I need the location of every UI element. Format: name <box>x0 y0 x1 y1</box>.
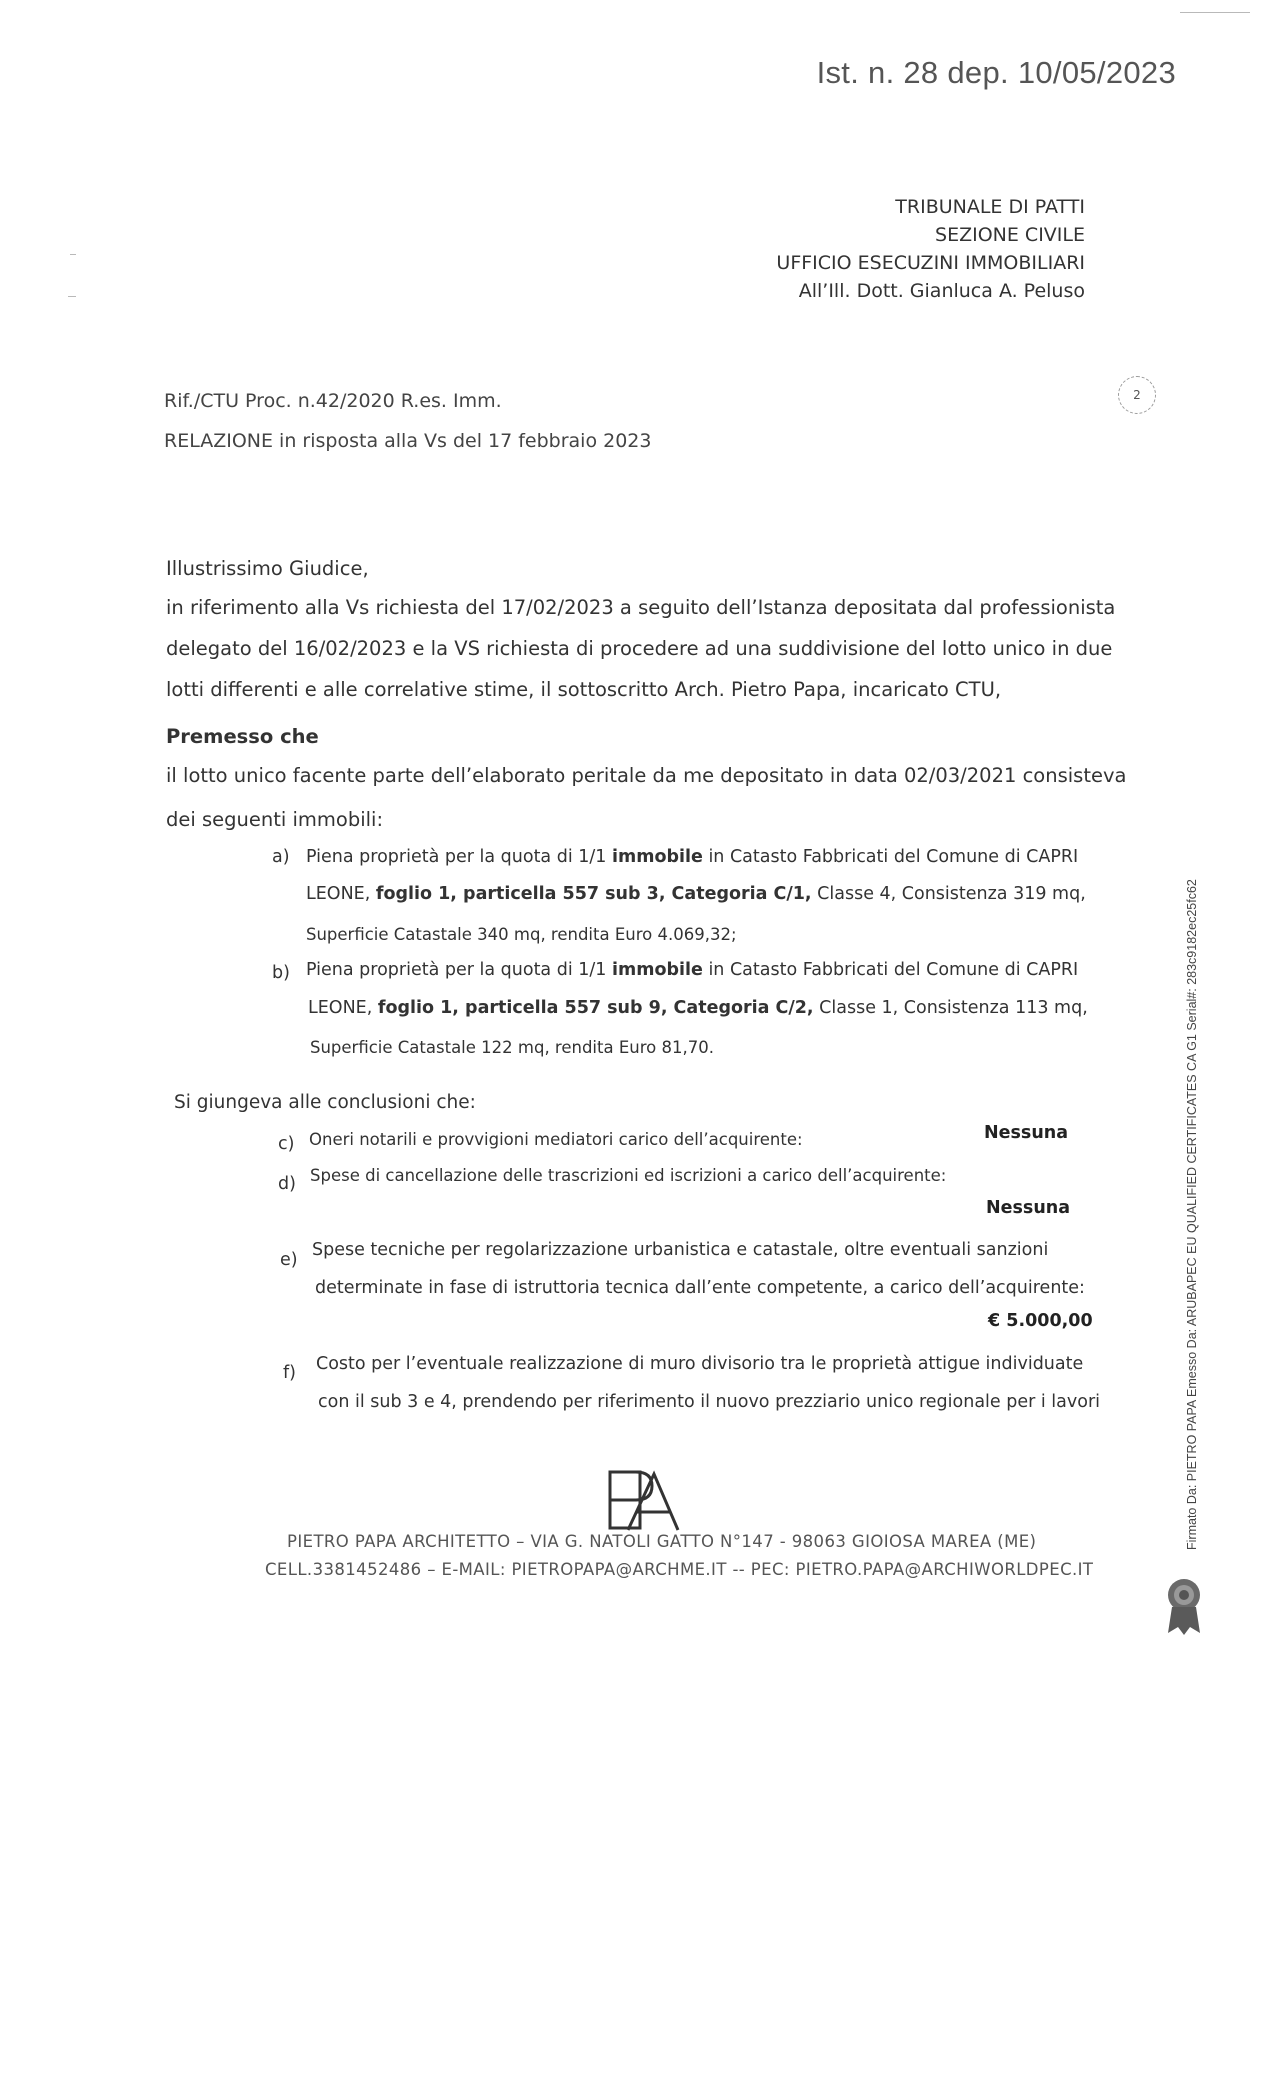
list-item-line: Costo per l’eventuale realizzazione di muro divisorio tra le proprietà attigue individuate <box>316 1354 1084 1374</box>
footer-address: PIETRO PAPA ARCHITETTO – VIA G. NATOLI GATTO N°147 - 98063 GIOIOSA MAREA (ME) <box>287 1532 1037 1551</box>
list-letter: c) <box>278 1134 295 1154</box>
list-item-line: Spese di cancellazione delle trascrizioni ed iscrizioni a carico dell’acquirente: <box>310 1166 947 1185</box>
list-item-line <box>306 960 1078 980</box>
list-item-line: con il sub 3 e 4, prendendo per riferimento il nuovo prezziario unico regionale per i lavori <box>318 1392 1100 1412</box>
list-letter: b) <box>272 963 290 983</box>
list-item-line: Superficie Catastale 122 mq, rendita Euro 81,70. <box>310 1038 714 1057</box>
text-run-bold: foglio 1, particella 557 sub 9, Categoria C/2, <box>377 998 814 1018</box>
addressee-section: SEZIONE CIVILE <box>935 224 1085 246</box>
list-item-line: determinate in fase di istruttoria tecnica dall’ente competente, a carico dell’acquirente: <box>315 1278 1085 1298</box>
paragraph-line: in riferimento alla Vs richiesta del 17/02/2023 a seguito dell’Istanza depositata dal professionista <box>166 596 1116 619</box>
text-run-bold: immobile <box>611 847 703 867</box>
list-item-line: Oneri notarili e provvigioni mediatori carico dell’acquirente: <box>309 1130 803 1149</box>
text-run: in Catasto Fabbricati del Comune di CAPRI <box>702 847 1079 867</box>
premise-heading: Premesso che <box>166 725 319 748</box>
amount-value: Nessuna <box>984 1123 1069 1143</box>
page-number-stamp: 2 <box>1118 376 1156 414</box>
text-run: Classe 4, Consistenza 319 mq, <box>811 884 1086 904</box>
scan-mark <box>68 296 76 297</box>
list-letter: e) <box>280 1250 298 1270</box>
amount-value: Nessuna <box>986 1198 1071 1218</box>
deposit-stamp: Ist. n. 28 dep. 10/05/2023 <box>816 55 1176 90</box>
list-item-line: Superficie Catastale 340 mq, rendita Euro 4.069,32; <box>306 925 737 944</box>
reference-line: Rif./CTU Proc. n.42/2020 R.es. Imm. <box>164 390 502 412</box>
list-item-line: Spese tecniche per regolarizzazione urbanistica e catastale, oltre eventuali sanzioni <box>312 1240 1049 1260</box>
list-letter: f) <box>283 1363 296 1383</box>
list-letter: a) <box>272 847 290 867</box>
scan-mark <box>70 254 76 255</box>
signature-seal-icon <box>1162 1575 1206 1637</box>
addressee-block <box>776 193 1085 305</box>
text-run-bold: immobile <box>611 960 703 980</box>
text-run-bold: foglio 1, particella 557 sub 3, Categoria C/1, <box>375 884 812 904</box>
paragraph-line: il lotto unico facente parte dell’elaborato peritale da me depositato in data 02/03/2021 consisteva <box>166 764 1127 787</box>
footer-contacts: CELL.3381452486 – E-MAIL: PIETROPAPA@ARCHME.IT -- PEC: PIETRO.PAPA@ARCHIWORLDPEC.IT <box>265 1560 1094 1579</box>
paragraph-line: delegato del 16/02/2023 e la VS richiesta di procedere ad una suddivisione del lotto unico in due <box>166 637 1113 660</box>
addressee-judge: All’Ill. Dott. Gianluca A. Peluso <box>798 280 1085 302</box>
digital-signature-text: Firmato Da: PIETRO PAPA Emesso Da: ARUBAPEC EU QUALIFIED CERTIFICATES CA G1 Serial#: 283c9182ec25fc62 <box>1185 879 1199 1550</box>
list-item-line <box>306 884 1086 904</box>
text-run: LEONE, <box>306 884 376 904</box>
amount-value: € 5.000,00 <box>988 1311 1093 1331</box>
list-letter: d) <box>278 1174 296 1194</box>
text-run: Classe 1, Consistenza 113 mq, <box>813 998 1088 1018</box>
salutation: Illustrissimo Giudice, <box>166 557 369 580</box>
addressee-office: UFFICIO ESECUZINI IMMOBILIARI <box>776 252 1085 274</box>
subject-line: RELAZIONE in risposta alla Vs del 17 febbraio 2023 <box>164 430 652 452</box>
list-item-line <box>306 847 1078 867</box>
paragraph-line: dei seguenti immobili: <box>166 808 384 831</box>
digital-signature-strip <box>1170 850 1200 1550</box>
conclusions-intro: Si giungeva alle conclusioni che: <box>174 1092 476 1113</box>
paragraph-line: lotti differenti e alle correlative stime, il sottoscritto Arch. Pietro Papa, incaricato CTU, <box>166 678 1002 701</box>
addressee-court: TRIBUNALE DI PATTI <box>895 196 1085 218</box>
scan-mark <box>1180 12 1250 13</box>
pa-monogram-logo <box>606 1468 680 1534</box>
text-run: Piena proprietà per la quota di 1/1 <box>306 847 612 867</box>
text-run: Piena proprietà per la quota di 1/1 <box>306 960 612 980</box>
text-run: in Catasto Fabbricati del Comune di CAPRI <box>702 960 1079 980</box>
list-item-line <box>308 998 1088 1018</box>
text-run: LEONE, <box>308 998 378 1018</box>
